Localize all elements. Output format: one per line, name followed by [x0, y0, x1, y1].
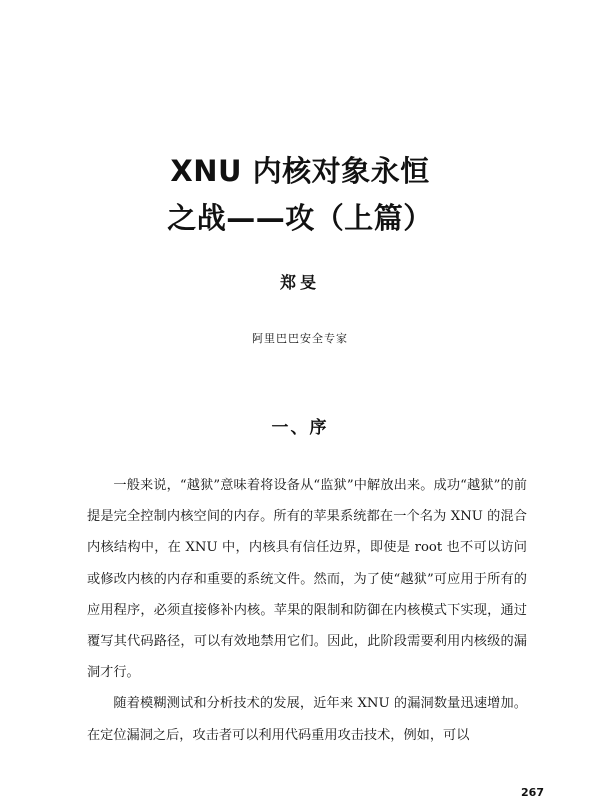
paragraph: 一般来说，“越狱”意味着将设备从“监狱”中解放出来。成功“越狱”的前提是完全控制内核空间的内存。所有的苹果系统都在一个名为 XNU 的混合内核结构中，在 XNU 中，内核具有信任边界，即使是 root 也不可以访问或修改内核的内存和重要的系统文件。然而，为了使“越狱”可应用于所有的应用程序，必须直接修补内核。苹果的限制和防御在内核模式下实现，通过覆写其代码路径，可以有效地禁用它们。因此，此阶段需要利用内核级的漏洞才行。 [87, 478, 527, 681]
article-title-line-1: XNU 内核对象永恒 [170, 154, 430, 188]
author-name: 郑旻 [279, 273, 320, 292]
page-number: 267 [521, 786, 544, 799]
body-text [87, 470, 527, 751]
paragraph: 随着模糊测试和分析技术的发展，近年来 XNU 的漏洞数量迅速增加。在定位漏洞之后，攻击者可以利用代码重用攻击技术，例如，可以 [87, 696, 527, 743]
article-title [0, 148, 600, 242]
article-title-line-2: 之战——攻（上篇） [167, 201, 433, 235]
author-affiliation: 阿里巴巴安全专家 [252, 332, 348, 345]
section-heading: 一、序 [271, 418, 329, 438]
